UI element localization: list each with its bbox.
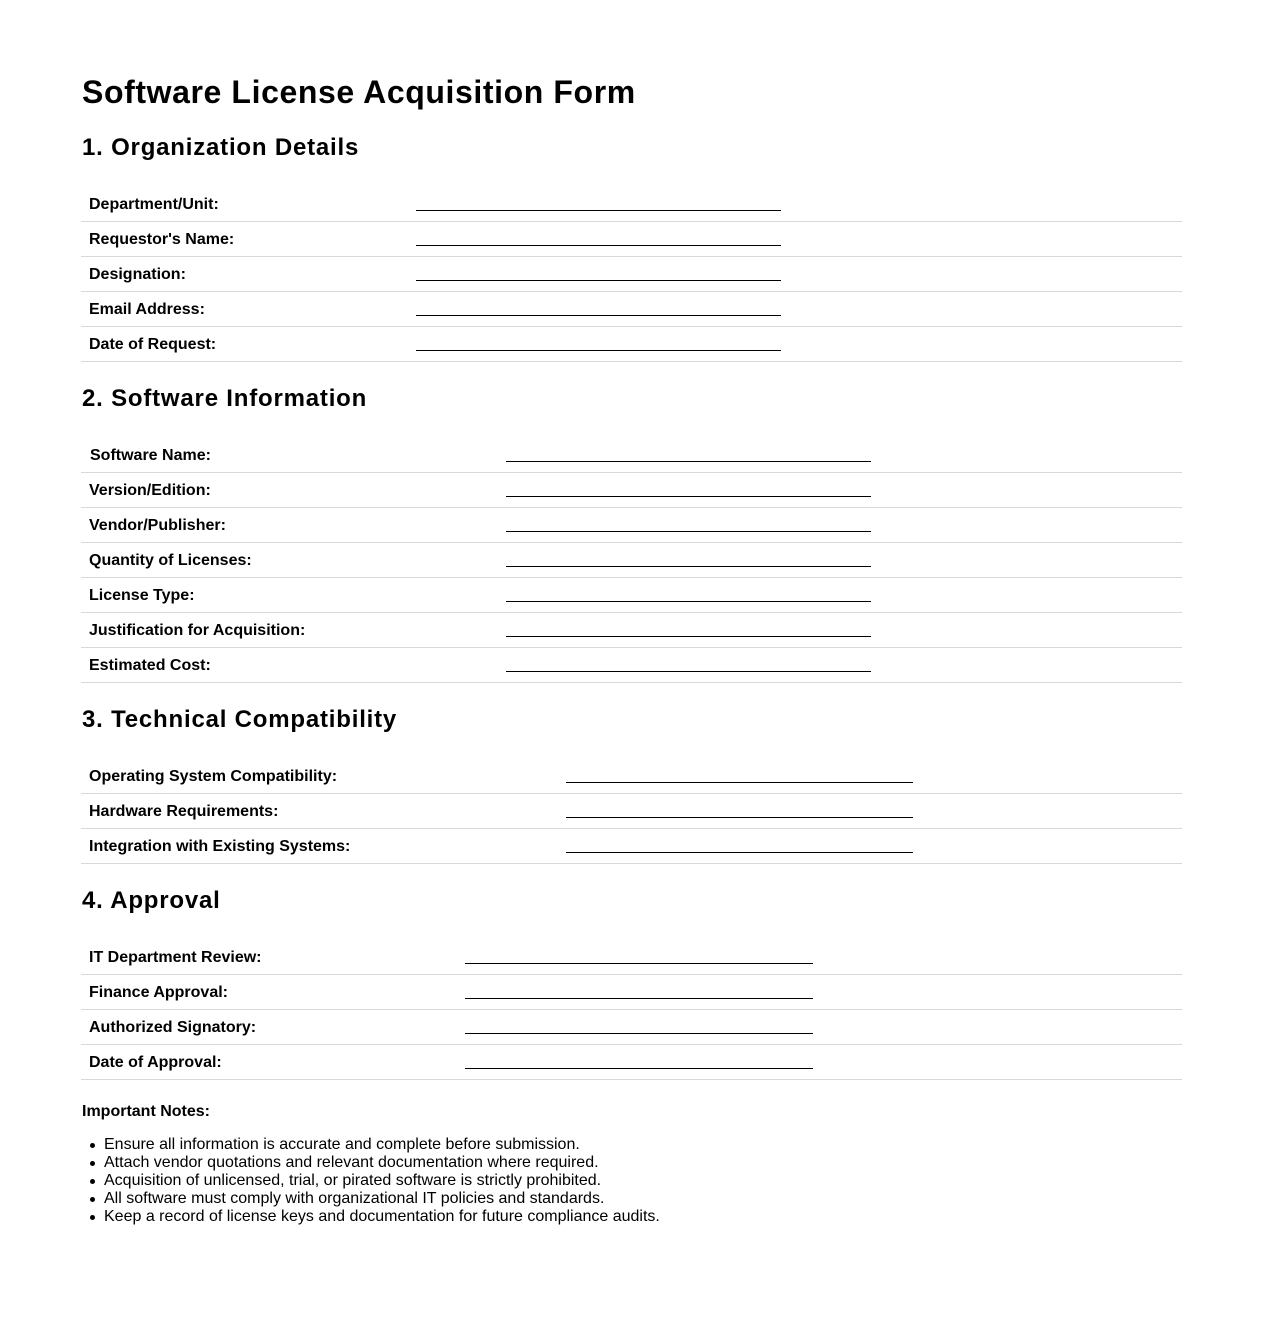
field-label-department: Department/Unit: — [89, 196, 219, 213]
field-label-date-of-request: Date of Request: — [89, 336, 217, 353]
notes-list — [82, 1136, 660, 1226]
field-row-date-of-approval — [81, 1045, 1182, 1080]
field-row-designation — [81, 257, 1182, 292]
field-row-integration — [81, 829, 1182, 864]
field-row-os-compatibility — [81, 759, 1182, 794]
field-input-quantity-of-licenses[interactable] — [506, 566, 871, 567]
field-input-justification[interactable] — [506, 636, 871, 637]
organization-details-table — [81, 187, 1182, 362]
field-row-estimated-cost — [81, 648, 1182, 683]
technical-compatibility-table — [81, 759, 1182, 864]
note-item: All software must comply with organizational IT policies and standards. — [104, 1190, 660, 1208]
field-label-license-type: License Type: — [89, 587, 195, 604]
field-input-designation[interactable] — [416, 280, 781, 281]
software-information-table — [81, 438, 1182, 683]
field-row-requestor-name — [81, 222, 1182, 257]
field-label-finance-approval: Finance Approval: — [89, 984, 228, 1001]
section-heading-organization-details: 1. Organization Details — [82, 134, 360, 161]
field-label-date-of-approval: Date of Approval: — [89, 1054, 222, 1071]
field-label-version-edition: Version/Edition: — [89, 482, 211, 499]
field-row-justification — [81, 613, 1182, 648]
field-input-license-type[interactable] — [506, 601, 871, 602]
field-row-software-name — [81, 438, 1182, 473]
form-title: Software License Acquisition Form — [82, 74, 636, 110]
field-input-software-name[interactable] — [506, 461, 871, 462]
field-label-it-review: IT Department Review: — [89, 949, 262, 966]
field-row-department — [81, 187, 1182, 222]
note-item: Acquisition of unlicensed, trial, or pirated software is strictly prohibited. — [104, 1172, 660, 1190]
field-label-integration: Integration with Existing Systems: — [89, 838, 351, 855]
field-row-license-type — [81, 578, 1182, 613]
field-input-it-review[interactable] — [465, 963, 813, 964]
section-heading-approval: 4. Approval — [82, 887, 221, 914]
field-input-vendor-publisher[interactable] — [506, 531, 871, 532]
field-input-version-edition[interactable] — [506, 496, 871, 497]
field-input-integration[interactable] — [566, 852, 913, 853]
field-input-email[interactable] — [416, 315, 781, 316]
field-row-authorized-signatory — [81, 1010, 1182, 1045]
field-input-os-compatibility[interactable] — [566, 782, 913, 783]
note-item: Keep a record of license keys and documentation for future compliance audits. — [104, 1208, 660, 1225]
field-label-email: Email Address: — [89, 301, 205, 318]
section-heading-software-information: 2. Software Information — [82, 385, 368, 412]
field-input-hardware-requirements[interactable] — [566, 817, 913, 818]
approval-table — [81, 940, 1182, 1080]
field-row-quantity-of-licenses — [81, 543, 1182, 578]
note-item: Attach vendor quotations and relevant documentation where required. — [104, 1154, 660, 1172]
field-input-finance-approval[interactable] — [465, 998, 813, 999]
field-label-requestor-name: Requestor's Name: — [89, 231, 235, 248]
field-row-finance-approval — [81, 975, 1182, 1010]
field-label-hardware-requirements: Hardware Requirements: — [89, 803, 279, 820]
field-row-it-review — [81, 940, 1182, 975]
field-label-software-name: Software Name: — [90, 447, 211, 464]
field-label-quantity-of-licenses: Quantity of Licenses: — [89, 552, 252, 569]
field-label-justification: Justification for Acquisition: — [89, 622, 306, 639]
field-label-vendor-publisher: Vendor/Publisher: — [89, 517, 226, 534]
field-label-authorized-signatory: Authorized Signatory: — [89, 1019, 257, 1036]
field-row-vendor-publisher — [81, 508, 1182, 543]
field-label-estimated-cost: Estimated Cost: — [89, 657, 211, 674]
section-heading-technical-compatibility: 3. Technical Compatibility — [82, 706, 398, 733]
field-label-os-compatibility: Operating System Compatibility: — [89, 768, 338, 785]
field-input-date-of-approval[interactable] — [465, 1068, 813, 1069]
field-input-date-of-request[interactable] — [416, 350, 781, 351]
field-input-authorized-signatory[interactable] — [465, 1033, 813, 1034]
note-item: Ensure all information is accurate and complete before submission. — [104, 1136, 660, 1154]
field-row-email — [81, 292, 1182, 327]
field-row-hardware-requirements — [81, 794, 1182, 829]
field-label-designation: Designation: — [89, 266, 186, 283]
notes-title: Important Notes: — [82, 1103, 210, 1120]
field-input-estimated-cost[interactable] — [506, 671, 871, 672]
field-input-department[interactable] — [416, 210, 781, 211]
field-input-requestor-name[interactable] — [416, 245, 781, 246]
field-row-version-edition — [81, 473, 1182, 508]
field-row-date-of-request — [81, 327, 1182, 362]
